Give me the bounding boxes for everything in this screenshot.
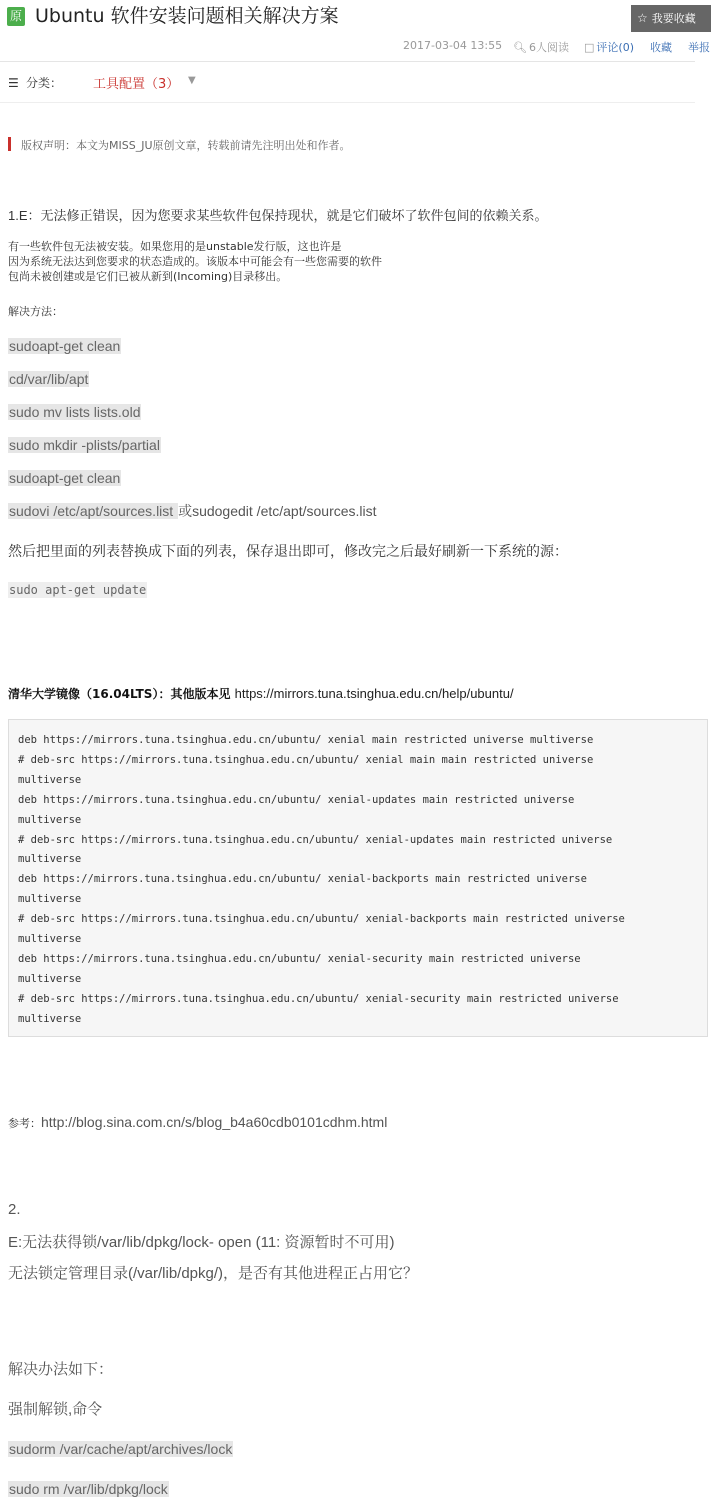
category-link[interactable]: 工具配置（3） [93, 77, 180, 92]
copyright-notice: 版权声明：本文为MISS_JU原创文章，转载前请先注明出处和作者。 [21, 139, 351, 152]
command-5 [8, 468, 121, 487]
original-badge: 原 [7, 7, 25, 26]
header-divider [0, 61, 695, 62]
command-edit-sources [8, 501, 377, 521]
code-line: # deb-src https://mirrors.tuna.tsinghua.edu.cn/ubuntu/ xenial-backports main restricted universe [18, 913, 625, 926]
code-line: deb https://mirrors.tuna.tsinghua.edu.cn/ubuntu/ xenial main restricted universe multiverse [18, 734, 594, 746]
favorite-button[interactable] [631, 5, 711, 32]
lock-question: 无法锁定管理目录(/var/lib/dpkg/)，是否有其他进程正占用它？ [8, 1265, 419, 1282]
article-title: Ubuntu 软件安装问题相关解决方案 [35, 5, 339, 27]
mirror-heading-text: 清华大学镜像（16.04LTS）：其他版本见 [8, 687, 235, 701]
collect-label[interactable]: 收藏 [650, 41, 672, 54]
command-4 [8, 435, 161, 454]
error-message-1 [8, 205, 548, 224]
code-line: deb https://mirrors.tuna.tsinghua.edu.cn/ubuntu/ xenial-updates main restricted universe [18, 793, 575, 806]
comments-link[interactable] [584, 39, 634, 55]
force-unlock-label: 强制解锁,命令 [8, 1401, 103, 1418]
code-line: multiverse [18, 813, 82, 826]
publish-date: 2017-03-04 13:55 [403, 39, 503, 52]
update-command [8, 579, 147, 598]
mirror-heading [8, 685, 514, 702]
unlock-command-1-text: sudorm /var/cache/apt/archives/lock [9, 1441, 233, 1457]
comment-icon: □ [584, 41, 595, 54]
reference [8, 1114, 387, 1131]
comments-label[interactable]: 评论(0) [596, 41, 634, 54]
command-edit-alt: 或sudogedit /etc/apt/sources.list [178, 503, 377, 519]
code-line: deb https://mirrors.tuna.tsinghua.edu.cn/ubuntu/ xenial-backports main restricted universe [18, 873, 587, 886]
error-description [8, 239, 382, 284]
unlock-command-1 [8, 1439, 233, 1458]
category-divider [0, 102, 695, 103]
command-2 [8, 369, 89, 388]
collect-link[interactable] [650, 39, 672, 55]
caret-down-icon[interactable]: ▼ [188, 75, 196, 86]
command-4-text: sudo mkdir -plists/partial [9, 437, 160, 453]
list-icon: ☰ [8, 76, 19, 90]
unlock-command-2-text: sudo rm /var/lib/dpkg/lock [9, 1481, 168, 1497]
eye-icon: 🔍︎ [513, 41, 527, 54]
reference-link[interactable]: http://blog.sina.com.cn/s/blog_b4a60cdb0101cdhm.html [41, 1114, 388, 1130]
replace-note: 然后把里面的列表替换成下面的列表，保存退出即可，修改完之后最好刷新一下系统的源： [8, 544, 568, 560]
code-line: multiverse [18, 933, 82, 946]
copyright-marker [8, 137, 11, 151]
update-command-text: sudo apt-get update [9, 583, 147, 597]
read-count-label: 6人阅读 [528, 41, 569, 54]
read-count [513, 39, 569, 55]
command-2-text: cd/var/lib/apt [9, 371, 89, 387]
report-link[interactable] [688, 39, 710, 55]
section-2-number: 2. [8, 1201, 21, 1218]
error-message-1-text: 1.E：无法修正错误，因为您要求某些软件包保持现状，就是它们破坏了软件包间的依赖关系。 [8, 208, 548, 223]
command-3-text: sudo mv lists lists.old [9, 404, 141, 420]
code-line: multiverse [18, 1012, 82, 1025]
command-1 [8, 336, 121, 355]
error-message-2: E:无法获得锁/var/lib/dpkg/lock- open (11: 资源暂时不可用) [8, 1234, 395, 1251]
code-line: multiverse [18, 853, 82, 866]
code-line: multiverse [18, 972, 82, 985]
unlock-command-2 [8, 1479, 169, 1498]
command-3 [8, 402, 141, 421]
code-line: deb https://mirrors.tuna.tsinghua.edu.cn/ubuntu/ xenial-security main restricted universe [18, 952, 581, 965]
command-edit-highlight: sudovi /etc/apt/sources.list [9, 503, 178, 519]
code-line: multiverse [18, 893, 82, 906]
favorite-button-label: 我要收藏 [651, 12, 696, 25]
star-icon: ☆ [637, 11, 648, 25]
code-line: # deb-src https://mirrors.tuna.tsinghua.edu.cn/ubuntu/ xenial main main restricted universe [18, 753, 594, 766]
desc-line-3: 包尚未被创建或是它们已被从新到(Incoming)目录移出。 [8, 270, 288, 283]
desc-line-1: 有一些软件包无法被安装。如果您用的是unstable发行版，这也许是 [8, 240, 342, 253]
report-label[interactable]: 举报 [688, 41, 710, 54]
code-line: multiverse [18, 773, 82, 786]
command-5-text: sudoapt-get clean [9, 470, 121, 486]
code-line: # deb-src https://mirrors.tuna.tsinghua.edu.cn/ubuntu/ xenial-updates main restricted universe [18, 833, 613, 846]
category-label: 分类： [26, 76, 63, 90]
mirror-help-link[interactable]: https://mirrors.tuna.tsinghua.edu.cn/help/ubuntu/ [234, 686, 514, 701]
solution-label-2: 解决办法如下： [8, 1361, 114, 1378]
desc-line-2: 因为系统无法达到您要求的状态造成的。该版本中可能会有一些您需要的软件 [8, 255, 382, 268]
sources-list-codeblock [8, 719, 708, 1037]
solution-label: 解决方法： [8, 305, 63, 318]
reference-label: 参考： [8, 1117, 41, 1130]
code-line: # deb-src https://mirrors.tuna.tsinghua.edu.cn/ubuntu/ xenial-security main restricted universe [18, 992, 619, 1005]
command-1-text: sudoapt-get clean [9, 338, 121, 354]
